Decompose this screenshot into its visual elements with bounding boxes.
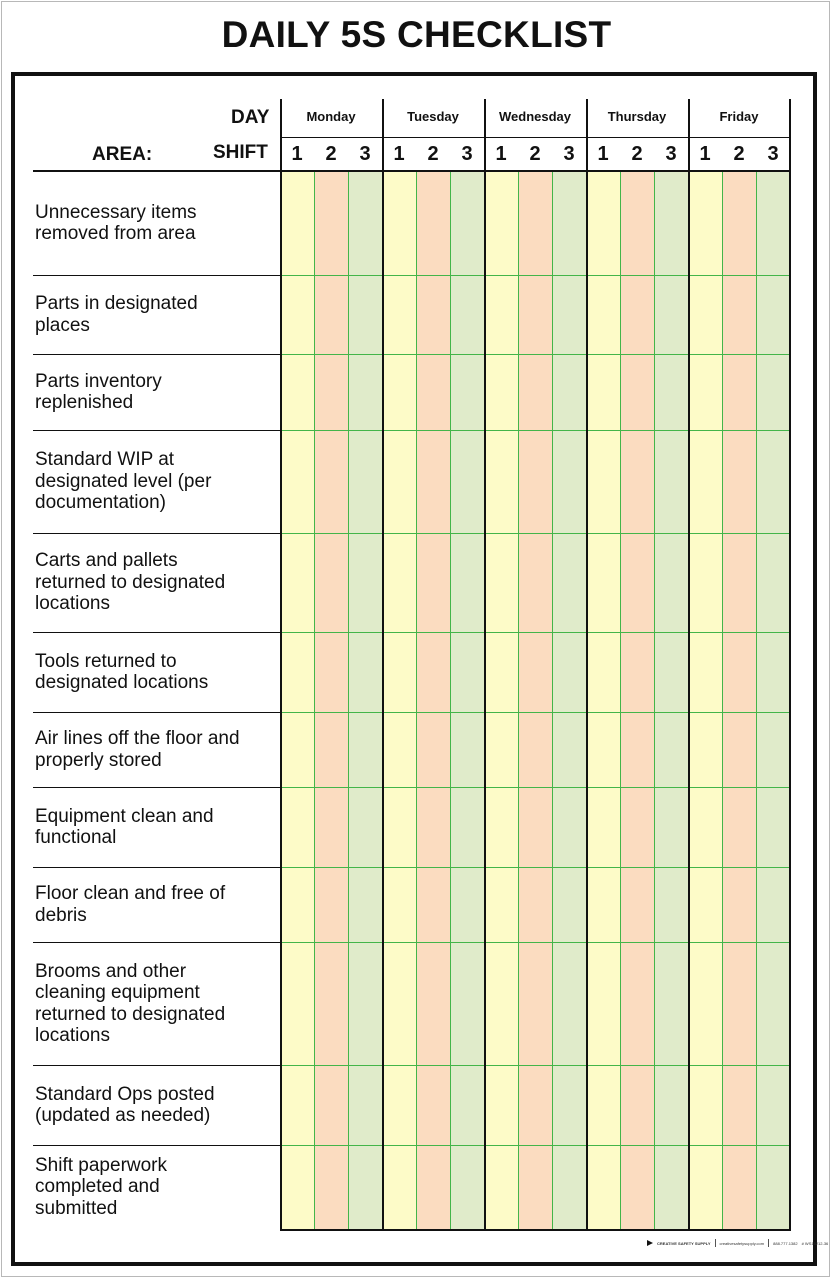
check-cell[interactable] bbox=[348, 171, 382, 275]
check-cell[interactable] bbox=[552, 1065, 586, 1145]
check-cell[interactable] bbox=[722, 712, 756, 787]
footer-phone: 888.777.1382 bbox=[773, 1240, 798, 1246]
checklist-item-label: Floor clean and free of debris bbox=[35, 883, 226, 926]
footer-website: creativesafetysupply.com bbox=[719, 1240, 765, 1246]
check-cell[interactable] bbox=[382, 712, 416, 787]
check-cell[interactable] bbox=[314, 533, 348, 632]
check-cell[interactable] bbox=[484, 1065, 518, 1145]
day-header-friday: Friday bbox=[719, 109, 759, 124]
check-cell[interactable] bbox=[586, 430, 620, 533]
check-cell[interactable] bbox=[280, 354, 314, 430]
check-cell[interactable] bbox=[416, 712, 450, 787]
check-cell[interactable] bbox=[756, 942, 790, 1065]
shift-divider bbox=[620, 171, 621, 1229]
check-cell[interactable] bbox=[382, 171, 416, 275]
checklist-item-label: Carts and pallets returned to designated locations bbox=[35, 550, 226, 615]
check-cell[interactable] bbox=[348, 275, 382, 354]
grid-row-divider bbox=[280, 942, 790, 943]
check-cell[interactable] bbox=[654, 712, 688, 787]
check-cell[interactable] bbox=[348, 942, 382, 1065]
check-cell[interactable] bbox=[450, 171, 484, 275]
check-cell[interactable] bbox=[450, 632, 484, 712]
check-cell[interactable] bbox=[654, 867, 688, 942]
check-cell[interactable] bbox=[348, 787, 382, 867]
check-cell[interactable] bbox=[518, 1065, 552, 1145]
check-cell[interactable] bbox=[280, 942, 314, 1065]
shift-number: 1 bbox=[495, 143, 507, 165]
check-cell[interactable] bbox=[382, 942, 416, 1065]
shift-divider bbox=[654, 171, 655, 1229]
check-cell[interactable] bbox=[654, 275, 688, 354]
shift-number: 3 bbox=[665, 143, 677, 165]
check-cell[interactable] bbox=[280, 533, 314, 632]
check-cell[interactable] bbox=[450, 712, 484, 787]
shift-number: 3 bbox=[767, 143, 779, 165]
check-cell[interactable] bbox=[518, 354, 552, 430]
day-separator bbox=[484, 99, 486, 1229]
checklist-item-label: Parts in designated places bbox=[35, 293, 198, 336]
check-cell[interactable] bbox=[348, 354, 382, 430]
check-cell[interactable] bbox=[552, 430, 586, 533]
check-cell[interactable] bbox=[620, 632, 654, 712]
check-cell[interactable] bbox=[586, 354, 620, 430]
check-cell[interactable] bbox=[450, 354, 484, 430]
day-separator bbox=[280, 99, 282, 1229]
grid-row-divider bbox=[280, 430, 790, 431]
check-cell[interactable] bbox=[416, 1065, 450, 1145]
day-header-monday: Monday bbox=[306, 109, 356, 124]
check-cell[interactable] bbox=[450, 275, 484, 354]
check-cell[interactable] bbox=[280, 632, 314, 712]
check-cell[interactable] bbox=[620, 533, 654, 632]
checklist-item-label: Parts inventory replenished bbox=[35, 370, 162, 413]
day-separator bbox=[586, 99, 588, 1229]
shift-number: 2 bbox=[427, 143, 439, 165]
check-cell[interactable] bbox=[280, 1145, 314, 1229]
check-cell[interactable] bbox=[620, 1065, 654, 1145]
check-cell[interactable] bbox=[484, 942, 518, 1065]
check-cell[interactable] bbox=[756, 275, 790, 354]
check-cell[interactable] bbox=[280, 787, 314, 867]
day-separator bbox=[688, 99, 690, 1229]
check-cell[interactable] bbox=[416, 275, 450, 354]
checklist-item-label: Unnecessary items removed from area bbox=[35, 201, 197, 244]
day-header-wednesday: Wednesday bbox=[498, 109, 571, 124]
check-cell[interactable] bbox=[280, 867, 314, 942]
day-header-tuesday: Tuesday bbox=[407, 109, 459, 124]
check-cell[interactable] bbox=[484, 1145, 518, 1229]
check-cell[interactable] bbox=[722, 430, 756, 533]
check-cell[interactable] bbox=[280, 275, 314, 354]
check-cell[interactable] bbox=[756, 867, 790, 942]
check-cell[interactable] bbox=[382, 1145, 416, 1229]
check-cell[interactable] bbox=[314, 632, 348, 712]
check-cell[interactable] bbox=[586, 1065, 620, 1145]
check-cell[interactable] bbox=[416, 354, 450, 430]
grid-row-divider bbox=[280, 275, 790, 276]
check-cell[interactable] bbox=[756, 1145, 790, 1229]
check-cell[interactable] bbox=[552, 632, 586, 712]
shift-number: 3 bbox=[461, 143, 473, 165]
check-cell[interactable] bbox=[416, 430, 450, 533]
check-cell[interactable] bbox=[382, 354, 416, 430]
check-cell[interactable] bbox=[450, 867, 484, 942]
check-cell[interactable] bbox=[348, 1065, 382, 1145]
check-cell[interactable] bbox=[620, 942, 654, 1065]
check-cell[interactable] bbox=[722, 275, 756, 354]
checklist-item-label: Shift paperwork completed and submitted bbox=[35, 1154, 168, 1219]
check-cell[interactable] bbox=[382, 430, 416, 533]
footer-product-code: # WS15212-36 bbox=[801, 1240, 829, 1246]
check-cell[interactable] bbox=[722, 354, 756, 430]
check-cell[interactable] bbox=[654, 632, 688, 712]
check-cell[interactable] bbox=[450, 787, 484, 867]
check-cell[interactable] bbox=[416, 632, 450, 712]
grid-row-divider bbox=[280, 533, 790, 534]
check-cell[interactable] bbox=[518, 632, 552, 712]
day-header-thursday: Thursday bbox=[607, 109, 667, 124]
check-cell[interactable] bbox=[450, 942, 484, 1065]
check-cell[interactable] bbox=[756, 1065, 790, 1145]
check-cell[interactable] bbox=[450, 533, 484, 632]
check-cell[interactable] bbox=[756, 787, 790, 867]
check-cell[interactable] bbox=[688, 1145, 722, 1229]
check-cell[interactable] bbox=[722, 632, 756, 712]
check-cell[interactable] bbox=[314, 712, 348, 787]
check-cell[interactable] bbox=[552, 787, 586, 867]
check-cell[interactable] bbox=[620, 354, 654, 430]
check-cell[interactable] bbox=[586, 1145, 620, 1229]
shift-number: 3 bbox=[359, 143, 371, 165]
check-cell[interactable] bbox=[484, 787, 518, 867]
check-cell[interactable] bbox=[654, 1145, 688, 1229]
check-cell[interactable] bbox=[654, 430, 688, 533]
shift-number: 2 bbox=[325, 143, 337, 165]
check-cell[interactable] bbox=[552, 354, 586, 430]
check-cell[interactable] bbox=[518, 867, 552, 942]
check-cell[interactable] bbox=[756, 354, 790, 430]
check-cell[interactable] bbox=[314, 1145, 348, 1229]
grid-row-divider bbox=[280, 1145, 790, 1146]
check-cell[interactable] bbox=[484, 867, 518, 942]
check-cell[interactable] bbox=[314, 275, 348, 354]
check-cell[interactable] bbox=[314, 354, 348, 430]
footer-divider bbox=[768, 1239, 769, 1247]
check-cell[interactable] bbox=[382, 787, 416, 867]
shift-divider bbox=[314, 171, 315, 1229]
check-cell[interactable] bbox=[688, 430, 722, 533]
check-cell[interactable] bbox=[654, 942, 688, 1065]
grid-row-divider bbox=[280, 867, 790, 868]
checklist-item-label: Air lines off the floor and properly stored bbox=[35, 728, 240, 771]
check-cell[interactable] bbox=[382, 867, 416, 942]
check-cell[interactable] bbox=[620, 171, 654, 275]
check-cell[interactable] bbox=[348, 1145, 382, 1229]
page-title: DAILY 5S CHECKLIST bbox=[221, 14, 612, 55]
check-cell[interactable] bbox=[688, 354, 722, 430]
check-cell[interactable] bbox=[484, 533, 518, 632]
check-cell[interactable] bbox=[314, 1065, 348, 1145]
check-cell[interactable] bbox=[518, 275, 552, 354]
check-cell[interactable] bbox=[416, 171, 450, 275]
check-cell[interactable] bbox=[314, 430, 348, 533]
check-cell[interactable] bbox=[654, 787, 688, 867]
grid-bottom-line bbox=[280, 1229, 791, 1231]
check-cell[interactable] bbox=[348, 712, 382, 787]
grid-row-divider bbox=[280, 787, 790, 788]
check-cell[interactable] bbox=[552, 533, 586, 632]
check-cell[interactable] bbox=[552, 867, 586, 942]
check-cell[interactable] bbox=[722, 867, 756, 942]
check-cell[interactable] bbox=[722, 1065, 756, 1145]
grid-row-divider bbox=[280, 712, 790, 713]
grid-row-divider bbox=[280, 632, 790, 633]
check-cell[interactable] bbox=[382, 632, 416, 712]
check-cell[interactable] bbox=[688, 171, 722, 275]
check-cell[interactable] bbox=[314, 171, 348, 275]
grid-row-divider bbox=[280, 354, 790, 355]
check-cell[interactable] bbox=[484, 430, 518, 533]
check-cell[interactable] bbox=[688, 787, 722, 867]
check-cell[interactable] bbox=[348, 632, 382, 712]
check-cell[interactable] bbox=[484, 712, 518, 787]
check-cell[interactable] bbox=[280, 171, 314, 275]
check-cell[interactable] bbox=[688, 632, 722, 712]
check-cell[interactable] bbox=[314, 867, 348, 942]
check-cell[interactable] bbox=[450, 430, 484, 533]
check-cell[interactable] bbox=[552, 712, 586, 787]
shift-divider bbox=[552, 171, 553, 1229]
check-cell[interactable] bbox=[382, 275, 416, 354]
check-cell[interactable] bbox=[484, 171, 518, 275]
check-cell[interactable] bbox=[518, 533, 552, 632]
check-cell[interactable] bbox=[620, 787, 654, 867]
check-cell[interactable] bbox=[416, 942, 450, 1065]
check-cell[interactable] bbox=[722, 787, 756, 867]
check-cell[interactable] bbox=[722, 171, 756, 275]
grid-row-divider bbox=[280, 1065, 790, 1066]
check-cell[interactable] bbox=[518, 787, 552, 867]
check-cell[interactable] bbox=[722, 1145, 756, 1229]
checklist-item-label: Standard Ops posted (updated as needed) bbox=[35, 1083, 215, 1126]
shift-number: 1 bbox=[291, 143, 303, 165]
shift-divider bbox=[450, 171, 451, 1229]
check-cell[interactable] bbox=[416, 1145, 450, 1229]
check-cell[interactable] bbox=[484, 275, 518, 354]
check-cell[interactable] bbox=[586, 533, 620, 632]
check-cell[interactable] bbox=[416, 787, 450, 867]
check-cell[interactable] bbox=[552, 1145, 586, 1229]
check-cell[interactable] bbox=[348, 867, 382, 942]
check-cell[interactable] bbox=[552, 275, 586, 354]
check-cell[interactable] bbox=[382, 533, 416, 632]
shift-number: 1 bbox=[393, 143, 405, 165]
day-separator bbox=[382, 99, 384, 1229]
check-cell[interactable] bbox=[586, 867, 620, 942]
checklist-item-label: Standard WIP at designated level (per documentation) bbox=[35, 449, 212, 514]
check-cell[interactable] bbox=[518, 171, 552, 275]
shift-number: 1 bbox=[597, 143, 609, 165]
check-cell[interactable] bbox=[620, 712, 654, 787]
check-cell[interactable] bbox=[280, 712, 314, 787]
check-cell[interactable] bbox=[620, 430, 654, 533]
brand-logo-icon bbox=[647, 1240, 653, 1246]
check-cell[interactable] bbox=[688, 942, 722, 1065]
shift-divider bbox=[348, 171, 349, 1229]
check-cell[interactable] bbox=[280, 430, 314, 533]
check-cell[interactable] bbox=[314, 942, 348, 1065]
check-cell[interactable] bbox=[518, 712, 552, 787]
check-cell[interactable] bbox=[586, 275, 620, 354]
day-header-line bbox=[280, 137, 790, 138]
check-cell[interactable] bbox=[416, 867, 450, 942]
check-cell[interactable] bbox=[450, 1145, 484, 1229]
check-cell[interactable] bbox=[654, 1065, 688, 1145]
check-cell[interactable] bbox=[756, 632, 790, 712]
shift-number: 2 bbox=[733, 143, 745, 165]
area-label: AREA: bbox=[92, 144, 153, 165]
shift-number: 1 bbox=[699, 143, 711, 165]
check-cell[interactable] bbox=[348, 430, 382, 533]
check-cell[interactable] bbox=[756, 712, 790, 787]
check-cell[interactable] bbox=[552, 171, 586, 275]
check-cell[interactable] bbox=[280, 1065, 314, 1145]
check-cell[interactable] bbox=[518, 942, 552, 1065]
check-cell[interactable] bbox=[450, 1065, 484, 1145]
check-cell[interactable] bbox=[586, 632, 620, 712]
check-cell[interactable] bbox=[688, 712, 722, 787]
check-cell[interactable] bbox=[484, 632, 518, 712]
check-cell[interactable] bbox=[586, 942, 620, 1065]
check-cell[interactable] bbox=[314, 787, 348, 867]
check-cell[interactable] bbox=[620, 275, 654, 354]
footer-divider bbox=[715, 1239, 716, 1247]
check-cell[interactable] bbox=[416, 533, 450, 632]
shift-number: 2 bbox=[631, 143, 643, 165]
check-cell[interactable] bbox=[654, 171, 688, 275]
check-cell[interactable] bbox=[688, 1065, 722, 1145]
shift-divider bbox=[756, 171, 757, 1229]
check-cell[interactable] bbox=[756, 171, 790, 275]
check-cell[interactable] bbox=[688, 533, 722, 632]
check-cell[interactable] bbox=[756, 430, 790, 533]
check-cell[interactable] bbox=[654, 533, 688, 632]
shift-number: 2 bbox=[529, 143, 541, 165]
check-cell[interactable] bbox=[688, 275, 722, 354]
check-cell[interactable] bbox=[586, 712, 620, 787]
day-separator bbox=[789, 99, 791, 1229]
checklist-item-label: Tools returned to designated locations bbox=[35, 650, 209, 693]
check-cell[interactable] bbox=[722, 533, 756, 632]
checklist-item-label: Brooms and other cleaning equipment returned to designated locations bbox=[35, 960, 226, 1046]
shift-divider bbox=[518, 171, 519, 1229]
check-cell[interactable] bbox=[518, 430, 552, 533]
check-cell[interactable] bbox=[552, 942, 586, 1065]
check-cell[interactable] bbox=[348, 533, 382, 632]
shift-divider bbox=[722, 171, 723, 1229]
day-label: DAY bbox=[231, 107, 270, 128]
check-cell[interactable] bbox=[620, 867, 654, 942]
footer bbox=[647, 1239, 828, 1247]
checklist-item-label: Equipment clean and functional bbox=[35, 805, 214, 848]
check-cell[interactable] bbox=[688, 867, 722, 942]
check-cell[interactable] bbox=[586, 787, 620, 867]
footer-brand: CREATIVE SAFETY SUPPLY bbox=[657, 1240, 711, 1246]
check-cell[interactable] bbox=[382, 1065, 416, 1145]
check-cell[interactable] bbox=[722, 942, 756, 1065]
check-cell[interactable] bbox=[484, 354, 518, 430]
shift-label: SHIFT bbox=[213, 142, 268, 163]
check-cell[interactable] bbox=[756, 533, 790, 632]
check-cell[interactable] bbox=[620, 1145, 654, 1229]
check-cell[interactable] bbox=[654, 354, 688, 430]
shift-divider bbox=[416, 171, 417, 1229]
check-cell[interactable] bbox=[518, 1145, 552, 1229]
shift-number: 3 bbox=[563, 143, 575, 165]
check-cell[interactable] bbox=[586, 171, 620, 275]
